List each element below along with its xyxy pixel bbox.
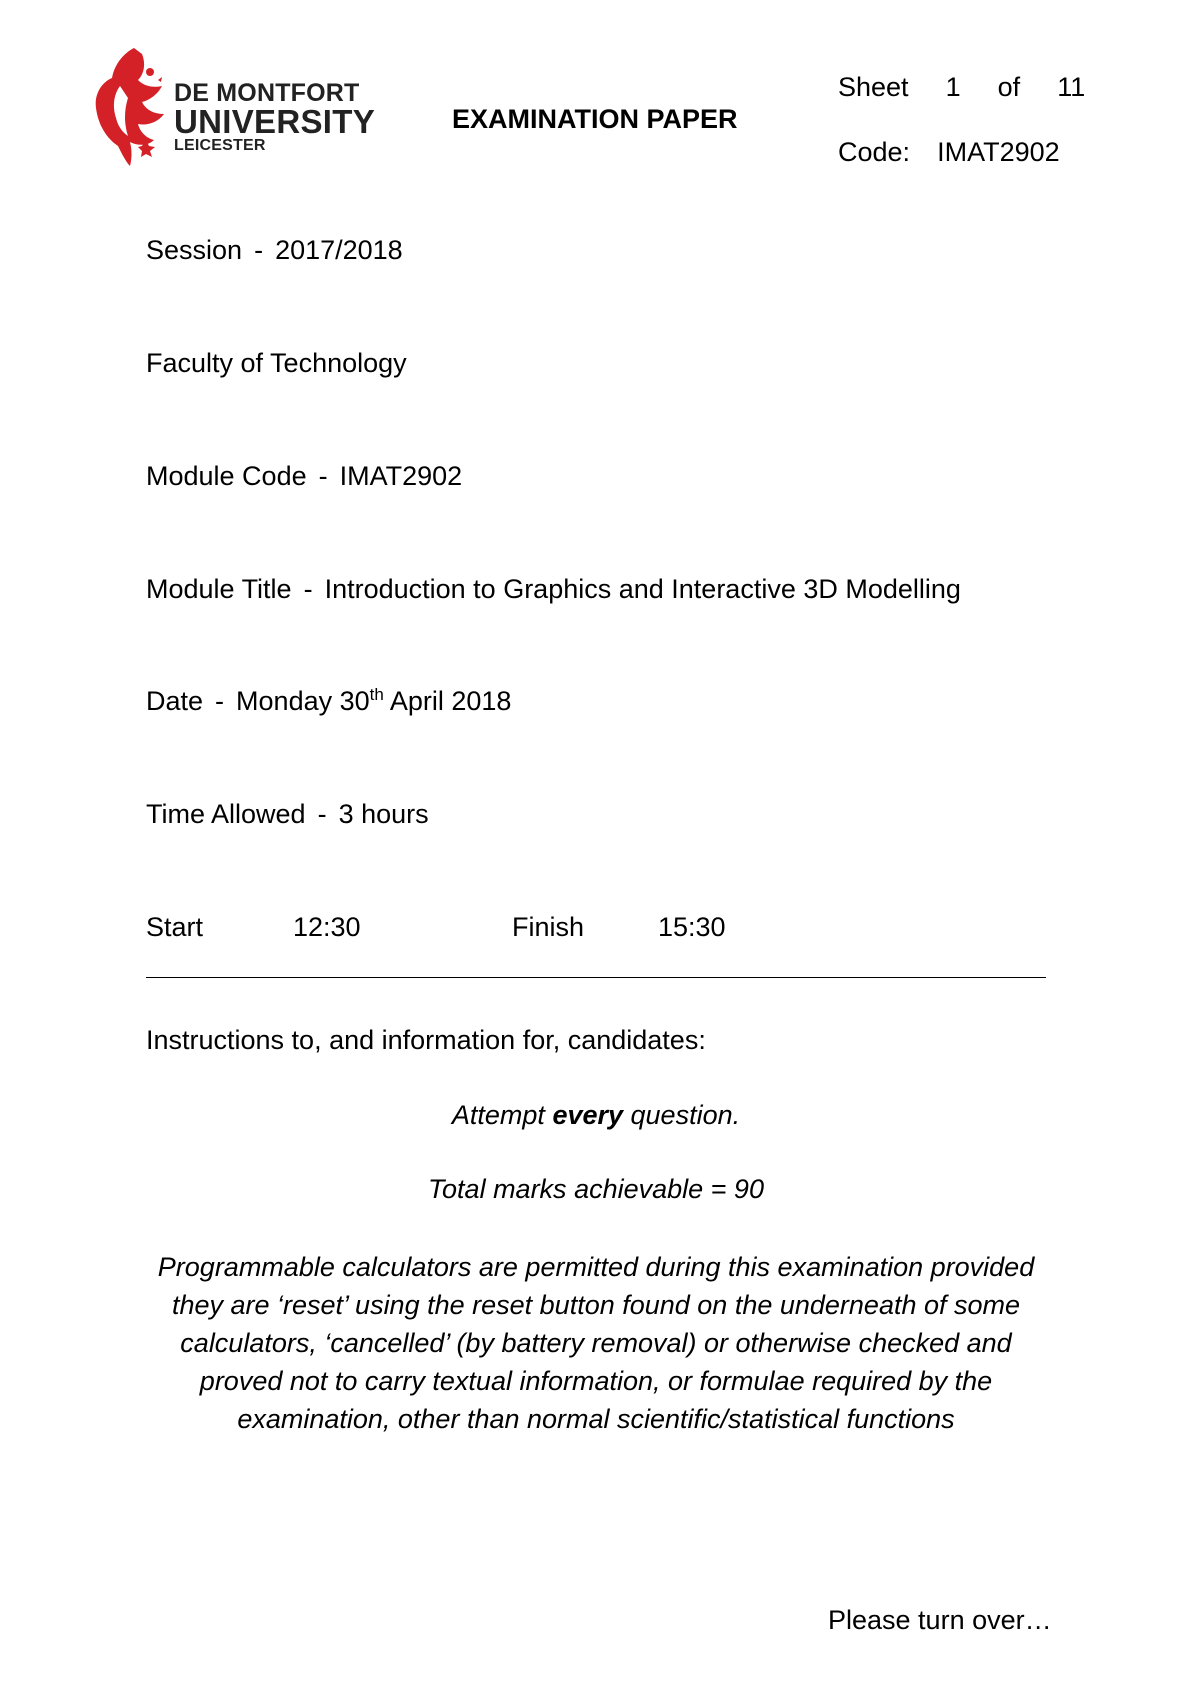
start-time: 12:30 [293,912,361,942]
start-finish-row [146,912,1046,948]
module-title-label: Module Title [146,574,292,604]
separator: - [303,574,313,604]
total-marks: Total marks achievable = 90 [428,1174,764,1204]
sheet-label: Sheet [838,72,909,102]
griffin-emblem-icon [92,46,172,168]
start-label: Start [146,912,204,942]
finish-time: 15:30 [658,912,726,942]
attempt-text-post: question. [623,1100,741,1130]
date-value-day: Monday 30 [236,686,370,716]
date-label: Date [146,686,204,716]
finish-label: Finish [512,912,585,942]
module-code-value: IMAT2902 [339,461,463,491]
module-title-field [146,574,961,605]
attempt-instruction [146,1100,1046,1131]
module-code-label: Module Code [146,461,307,491]
separator: - [254,235,264,265]
date-value-month-year: April 2018 [383,686,512,716]
time-allowed-field [146,799,429,830]
session-value: 2017/2018 [275,235,403,265]
instructions-heading: Instructions to, and information for, candidates: [146,1025,706,1055]
module-code-field [146,461,462,492]
date-value [236,686,511,716]
logo-line-2: UNIVERSITY [174,103,376,140]
session-label: Session [146,235,243,265]
code-label: Code: [838,137,911,167]
logo-line-3: LEICESTER [174,137,266,154]
attempt-text-pre: Attempt [451,1100,553,1130]
faculty-field: Faculty of Technology [146,348,407,378]
time-allowed-value: 3 hours [338,799,429,829]
date-field [146,686,511,717]
module-title-value: Introduction to Graphics and Interactive 3D Modelling [324,574,961,604]
code-value: IMAT2902 [937,137,1060,167]
session-field [146,235,403,266]
logo-line-1: DE MONTFORT [174,79,360,107]
time-allowed-label: Time Allowed [146,799,306,829]
sheet-of: of [997,72,1021,102]
sheet-info [838,72,1085,103]
separator: - [317,799,327,829]
divider [146,977,1046,978]
separator: - [215,686,225,716]
separator: - [318,461,328,491]
university-logo [92,46,382,168]
exam-paper-title: EXAMINATION PAPER [452,104,738,134]
exam-code [838,137,1060,168]
sheet-number: 1 [945,72,961,102]
date-ordinal-suffix: th [369,685,384,704]
sheet-total: 11 [1057,72,1086,102]
calculator-instructions: Programmable calculators are permitted during this examination provided they are ‘reset’ using the reset button found on the underneath of some calculators, ‘cancelled’ (by battery removal) or otherwise checked and proved not to carry textual information, or formulae required by the examination, other than normal scientific/statistical functions [157,1252,1035,1434]
please-turn-over: Please turn over… [828,1605,1052,1635]
logo-wordmark [174,80,375,155]
attempt-text-bold: every [552,1100,624,1130]
